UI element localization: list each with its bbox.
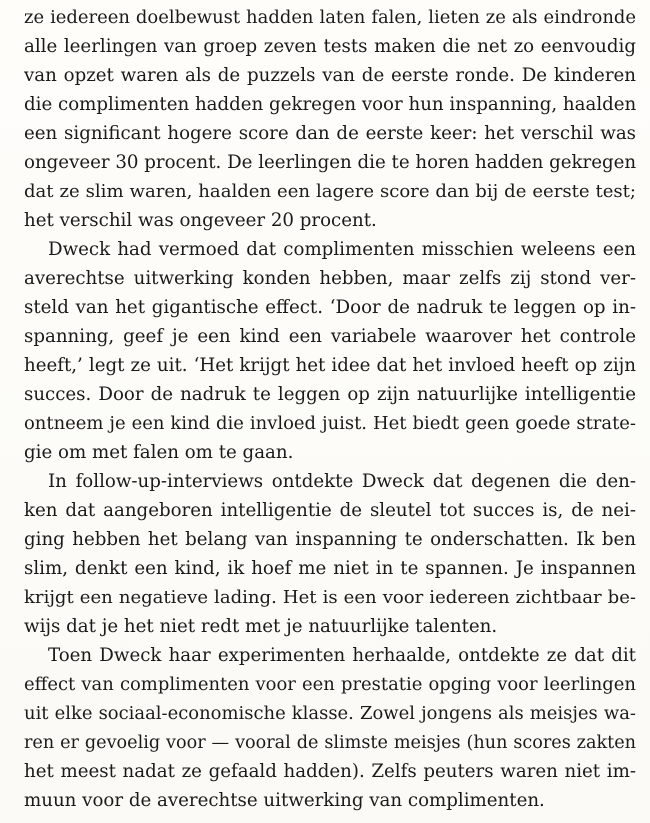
paragraph-end-line: wijs dat je het niet redt met je natuurlijke talenten.: [24, 616, 498, 637]
paragraph-end-line: het verschil was ongeveer 20 procent.: [24, 210, 377, 231]
text-line: uit elke sociaal-economische klasse. Zowel jongens als meisjes wa-: [24, 703, 636, 724]
paragraph-first-line: In follow-up-interviews ontdekte Dweck dat degenen die den-: [48, 471, 636, 492]
text-line: averechtse uitwerking konden hebben, maar zelfs zij stond ver-: [24, 268, 636, 289]
text-line: ren er gevoelig voor — vooral de slimste meisjes (hun scores zakten: [24, 733, 636, 753]
text-line: alle leerlingen van groep zeven tests maken die net zo eenvoudig: [24, 36, 636, 57]
text-line: ongeveer 30 procent. De leerlingen die te horen hadden gekregen: [24, 152, 637, 173]
text-line: slim, denkt een kind, ik hoef me niet in te spannen. Je inspannen: [24, 558, 636, 579]
text-line: die complimenten hadden gekregen voor hun inspanning, haalden: [24, 94, 637, 115]
text-line: spanning, geef je een kind een variabele waarover het controle: [24, 326, 636, 347]
paragraph-first-line: Dweck had vermoed dat complimenten misschien weleens een: [48, 239, 636, 260]
paragraph-end-line: gie om met falen om te gaan.: [24, 442, 294, 463]
paragraph-first-line: Toen Dweck haar experimenten herhaalde, ontdekte ze dat dit: [48, 645, 636, 666]
text-line: ze iedereen doelbewust hadden laten falen, lieten ze als eindronde: [24, 7, 636, 28]
text-line: ken dat aangeboren intelligentie de sleutel tot succes is, de nei-: [24, 500, 636, 521]
text-line: krijgt een negatieve lading. Het is een voor iedereen zichtbaar be-: [24, 587, 636, 608]
text-line: succes. Door de nadruk te leggen op zijn natuurlijke intelligentie: [24, 384, 636, 405]
text-line: effect van complimenten voor een prestatie opging voor leerlingen: [24, 674, 636, 695]
text-line: een significant hogere score dan de eerste keer: het verschil was: [24, 123, 636, 144]
paragraph-end-line: muun voor de averechtse uitwerking van complimenten.: [24, 790, 545, 811]
text-line: van opzet waren als de puzzels van de eerste ronde. De kinderen: [24, 65, 636, 86]
text-line: ontneem je een kind die invloed juist. Het biedt geen goede strate-: [24, 413, 636, 434]
text-line: dat ze slim waren, haalden een lagere score dan bij de eerste test;: [24, 181, 636, 202]
text-line: heeft,’ legt ze uit. ‘Het krijgt het idee dat het invloed heeft op zijn: [24, 355, 636, 376]
text-line: steld van het gigantische effect. ‘Door de nadruk te leggen op in-: [24, 297, 636, 318]
text-line: ging hebben het belang van inspanning te onderschatten. Ik ben: [24, 529, 636, 550]
text-line: het meest nadat ze gefaald hadden). Zelfs peuters waren niet im-: [24, 761, 636, 782]
